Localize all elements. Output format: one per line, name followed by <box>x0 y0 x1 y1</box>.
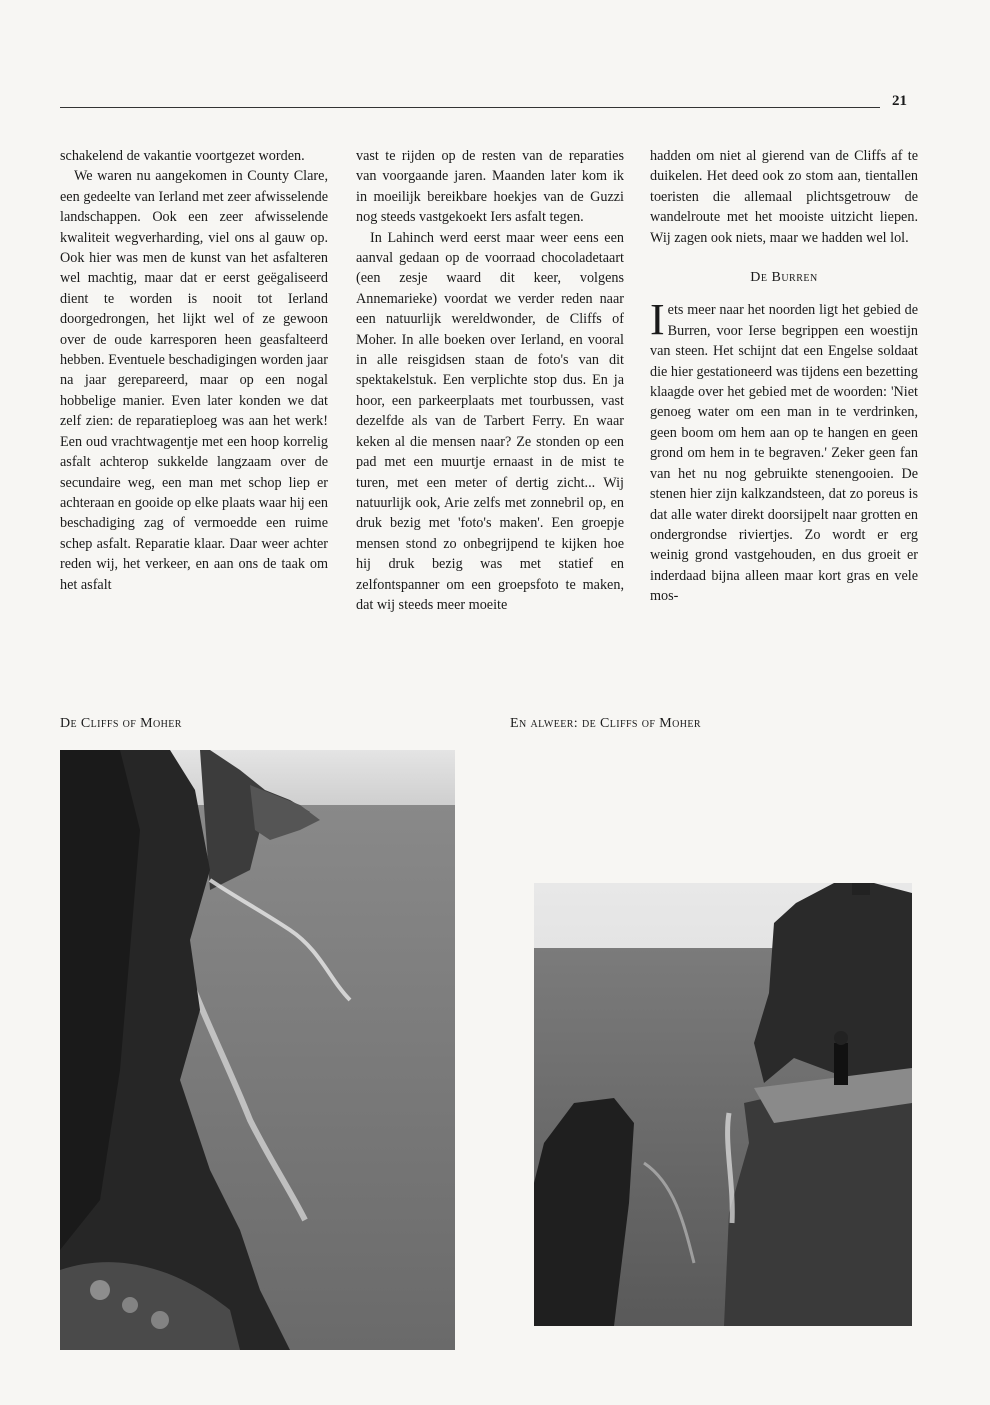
section-heading: De Burren <box>750 270 818 286</box>
column-1 <box>60 146 328 595</box>
column-2 <box>356 146 624 615</box>
drop-cap: I <box>650 295 665 345</box>
paragraph-text: ets meer naar het noorden ligt het gebied de Burren, voor Ierse begrippen een woestijn van steen. Het schijnt dat een Engelse soldaat die hier gestationeerd was tijdens een bezetting klaagde over het gebied met de woorden: 'Niet genoeg water om een man in te verdrinken, geen boom om hem aan op te hangen en geen grond om hem in te begraven.' Zeker geen fan van het nu nog gebruikte stenengooien. De stenen hier zijn kalkzandsteen, dat zo poreus is dat alle water direkt doorsijpelt naar grotten en ondergrondse riviertjes. Zo wordt er erg weinig grond vastgehouden, en dus groeit er inderdaad bijna alleen maar kort gras en vele mos- <box>650 302 918 605</box>
photo-caption-right: En alweer: de Cliffs of Moher <box>510 716 701 731</box>
cliffs-photo-left <box>60 750 455 1350</box>
paragraph: We waren nu aangekomen in County Clare, een gedeelte van Ierland met zeer afwisselende landschappen. Ook een zeer afwisselende kwaliteit wegverharding, viel ons al gauw op. Ook hier was men de kunst van het asfalteren wel machtig, maar dat er eerst geëgaliseerd dient te worden is nooit tot Ierland doorgedrongen, het lijkt wel of ze gewoon over de oude karresporen heen geasfalteerd hebben. Eventuele beschadigingen worden jaar na jaar gerepareerd, maar op een nogal hobbelige manier. Even later konden we dat zelf zien: de reparatieploeg was aan het werk! Een oud vrachtwagentje met een hoop korrelig asfalt achterop sukkelde langzaam over de secundaire weg, een man met schop liep er achteraan en gooide op elke plaats waar hij een beschadiging zag of vermoedde een ruime schep asfalt. Reparatie klaar. Daar weer achter reden wij, het verkeer, en aan ons de taak om het asfalt <box>60 168 328 593</box>
paragraph: vast te rijden op de resten van de reparaties van voorgaande jaren. Maanden later kom ik in moeilijk bereikbare hoekjes van de Guzzi nog steeds vastgekoekt Iers asfalt tegen. <box>356 148 624 226</box>
cliffs-photo-right <box>534 883 912 1326</box>
paragraph: In Lahinch werd eerst maar weer eens een aanval gedaan op de voorraad chocoladetaart (een zesje waard dit keer, volgens Annemarieke) voordat we verder reden naar een natuurlijk wereldwonder, de Cliffs of Moher. In alle boeken over Ierland, en vooral in alle reisgidsen staan de foto's van dit spektakelstuk. Een verplichte stop dus. En ja hoor, een parkeerplaats met tourbussen, vast dezelfde als van de Tarbert Ferry. En waar keken al die mensen naar? Ze stonden op een pad met een muurtje ernaast in de mist te turen, met een meter of dertig zicht... Wij natuurlijk ook, Arie zelfs met zonnebril op, en druk bezig met 'foto's maken'. Een groepje mensen stond zo onbegrijpend te kijken hoe hij druk bezig was met statief en zelfontspanner om een groepsfoto te maken, dat wij steeds meer moeite <box>356 229 624 613</box>
paragraph <box>650 295 918 606</box>
page-number: 21 <box>892 93 907 109</box>
paragraph: hadden om niet al gierend van de Cliffs af te duikelen. Het deed ook zo stom aan, tientallen toeristen die allemaal plichtsgetrouw de wandelroute met het mooiste uitzicht liepen. Wij zagen ook niets, maar we hadden wel lol. <box>650 148 918 246</box>
column-3 <box>650 146 918 607</box>
header-rule <box>60 107 880 108</box>
photo-caption-left: De Cliffs of Moher <box>60 716 182 731</box>
paragraph: schakelend de vakantie voortgezet worden. <box>60 148 305 164</box>
